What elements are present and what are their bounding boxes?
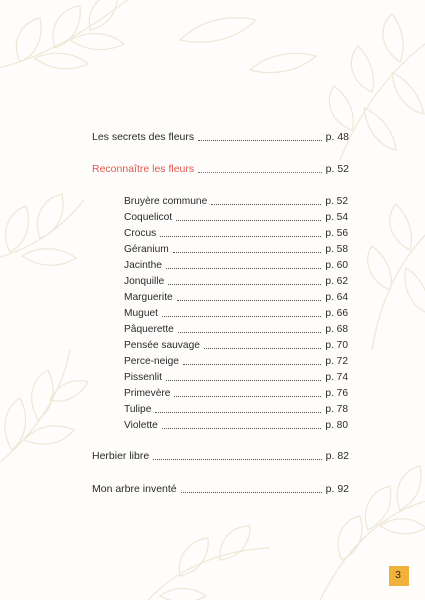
toc-subentry-label: Primevère (124, 388, 171, 399)
dot-leader (162, 307, 321, 317)
dot-leader (181, 483, 322, 493)
toc-subentry-page: p. 80 (325, 420, 348, 431)
toc-subentry-page: p. 66 (325, 308, 348, 319)
toc-subentry-label: Coquelicot (124, 212, 173, 223)
toc-entry-herbier-libre[interactable] (92, 450, 349, 463)
toc-subentry-jacinthe[interactable] (124, 259, 348, 272)
dot-leader (176, 211, 321, 221)
dot-leader (204, 339, 321, 349)
toc-subentry-violette[interactable] (124, 419, 348, 432)
toc-subentry-label: Jacinthe (124, 260, 162, 271)
toc-entry-page: p. 82 (325, 450, 349, 462)
toc-subentry-geranium[interactable] (124, 243, 348, 256)
toc-entry-label: Reconnaître les fleurs (92, 163, 195, 175)
dot-leader (166, 371, 321, 381)
dot-leader (153, 450, 321, 460)
toc-subentry-label: Perce-neige (124, 356, 179, 367)
toc-entry-label: Herbier libre (92, 450, 150, 462)
toc-subentry-label: Bruyère commune (124, 196, 208, 207)
toc-subentry-label: Marguerite (124, 292, 173, 303)
toc-subentry-muguet[interactable] (124, 307, 348, 320)
toc-subentry-coquelicot[interactable] (124, 211, 348, 224)
toc-subentry-page: p. 78 (325, 404, 348, 415)
toc-subentry-page: p. 70 (325, 340, 348, 351)
toc-subentry-bruyere-commune[interactable] (124, 195, 348, 208)
toc-entry-page: p. 48 (325, 131, 349, 143)
dot-leader (178, 323, 321, 333)
toc-subentry-paquerette[interactable] (124, 323, 348, 336)
toc-subentry-page: p. 54 (325, 212, 348, 223)
toc-subentry-page: p. 52 (325, 196, 348, 207)
toc-subentry-label: Pissenlit (124, 372, 162, 383)
toc-subentry-page: p. 56 (325, 228, 348, 239)
toc-entry-label: Mon arbre inventé (92, 483, 177, 495)
dot-leader (198, 163, 322, 173)
toc-subentry-page: p. 64 (325, 292, 348, 303)
toc-subentry-perce-neige[interactable] (124, 355, 348, 368)
dot-leader (168, 275, 321, 285)
toc-subentry-marguerite[interactable] (124, 291, 348, 304)
dot-leader (198, 131, 322, 141)
dot-leader (166, 259, 321, 269)
toc-entry-mon-arbre-invente[interactable] (92, 483, 349, 496)
toc-entry-les-secrets-des-fleurs[interactable] (92, 131, 349, 144)
toc-subentry-pensee-sauvage[interactable] (124, 339, 348, 352)
toc-subentry-label: Crocus (124, 228, 157, 239)
toc-subentry-primevere[interactable] (124, 387, 348, 400)
dot-leader (177, 291, 322, 301)
dot-leader (160, 227, 321, 237)
dot-leader (162, 419, 322, 429)
toc-subentry-page: p. 60 (325, 260, 348, 271)
page-number: 3 (395, 569, 401, 581)
toc-entry-label: Les secrets des fleurs (92, 131, 195, 143)
toc-subentry-label: Muguet (124, 308, 158, 319)
toc-subentry-page: p. 62 (325, 276, 348, 287)
dot-leader (174, 387, 321, 397)
toc-entry-reconnaitre-les-fleurs[interactable] (92, 163, 349, 176)
toc-entry-page: p. 92 (325, 483, 349, 495)
toc-subentry-page: p. 58 (325, 244, 348, 255)
toc-subentry-page: p. 72 (325, 356, 348, 367)
dot-leader (155, 403, 321, 413)
dot-leader (183, 355, 321, 365)
toc-subentry-crocus[interactable] (124, 227, 348, 240)
toc-subentry-label: Géranium (124, 244, 169, 255)
toc-subentry-tulipe[interactable] (124, 403, 348, 416)
dot-leader (173, 243, 322, 253)
toc-subentry-label: Tulipe (124, 404, 152, 415)
toc-subentry-jonquille[interactable] (124, 275, 348, 288)
toc-subentry-label: Pâquerette (124, 324, 174, 335)
toc-subentry-label: Jonquille (124, 276, 165, 287)
toc-subentry-label: Pensée sauvage (124, 340, 200, 351)
dot-leader (211, 195, 321, 205)
toc-subentry-page: p. 74 (325, 372, 348, 383)
toc-subentry-page: p. 76 (325, 388, 348, 399)
toc-entry-page: p. 52 (325, 163, 349, 175)
toc-subentry-pissenlit[interactable] (124, 371, 348, 384)
toc-subentry-page: p. 68 (325, 324, 348, 335)
toc-subentry-label: Violette (124, 420, 158, 431)
